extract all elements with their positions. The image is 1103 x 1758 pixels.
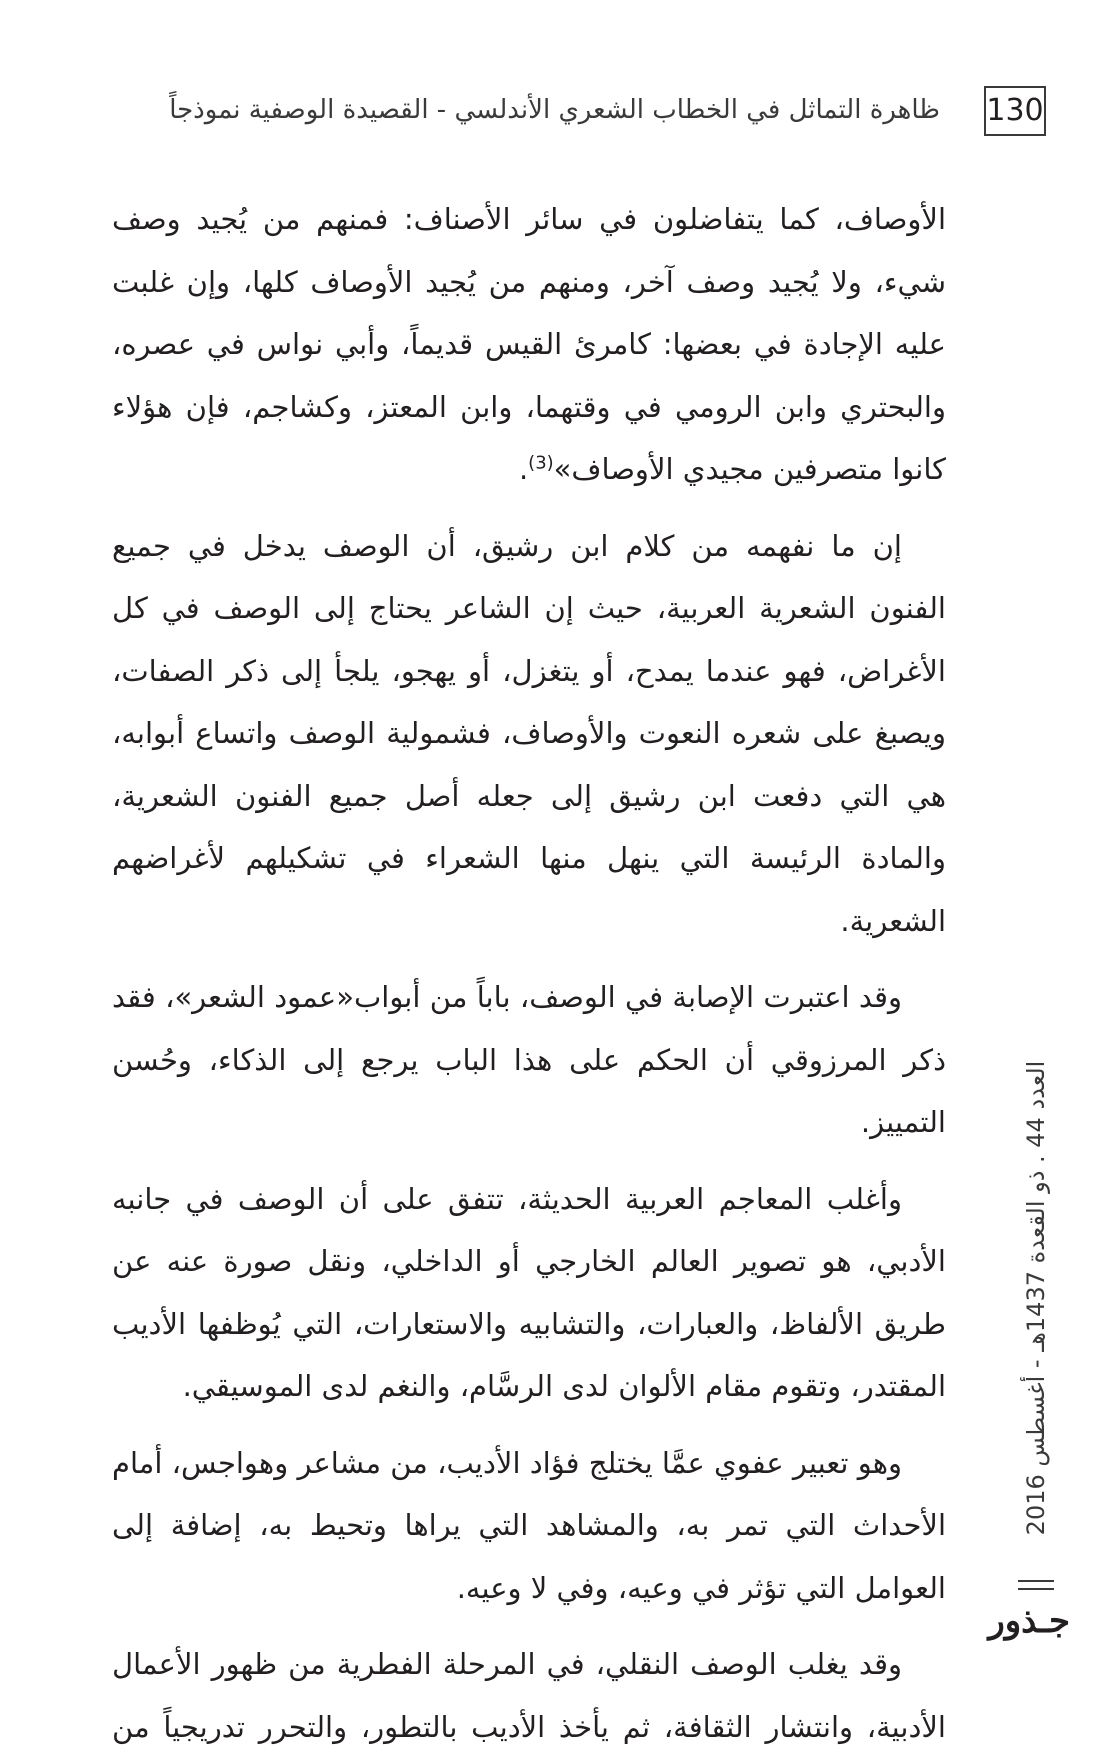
sidebar-divider xyxy=(1018,1580,1054,1582)
paragraph-1-text: الأوصاف، كما يتفاضلون في سائر الأصناف: فمنهم من يُجيد وصف شيء، ولا يُجيد وصف آخر، ومنهم من يُجيد الأوصاف كلها، وإن غلبت عليه الإجادة في بعضها: كامرئ القيس قديماً، وأبي نواس في عصره، والبحتري وابن الرومي في وقتهما، وابن المعتز، وكشاجم، فإن هؤلاء كانوا متصرفين مجيدي الأوصاف» xyxy=(112,202,946,486)
paragraph-3: وقد اعتبرت الإصابة في الوصف، باباً من أبواب«عمود الشعر»، فقد ذكر المرزوقي أن الحكم على هذا الباب يرجع إلى الذكاء، وحُسن التمييز. xyxy=(112,980,946,1139)
journal-logo: جـذور xyxy=(988,1601,1070,1641)
paragraph-5: وهو تعبير عفوي عمَّا يختلج فؤاد الأديب، من مشاعر وهواجس، أمام الأحداث التي تمر به، والمشاهد التي يراها وتحيط به، إضافة إلى العوامل التي تؤثر في وعيه، وفي لا وعيه. xyxy=(112,1445,946,1605)
issue-info-text: العدد 44 . ذو القعدة 1437هـ - أغسطس 2016 xyxy=(1022,1060,1050,1536)
footnote-reference: (3) xyxy=(528,452,554,474)
paragraph-4: وأغلب المعاجم العربية الحديثة، تتفق على أن الوصف في جانبه الأدبي، هو تصوير العالم الخارجي أو الداخلي، ونقل صورة عنه عن طريق الألفاظ، والعبارات، والتشابيه والاستعارات، التي يُوظفها الأديب المقتدر، وتقوم مقام الألوان لدى الرسَّام، والنغم لدى الموسيقي. xyxy=(112,1181,946,1403)
paragraph-1 xyxy=(112,188,946,501)
issue-info-strip xyxy=(1012,1028,1052,1568)
paragraph-1-end: . xyxy=(518,452,529,486)
article-body xyxy=(112,188,946,1758)
paragraph-6: وقد يغلب الوصف النقلي، في المرحلة الفطرية من ظهور الأعمال الأدبية، وانتشار الثقافة، ثم يأخذ الأديب بالتطور، والتحرر تدريجياً من xyxy=(112,1647,946,1744)
page-number: 130 xyxy=(984,86,1046,136)
sidebar-divider-2 xyxy=(1018,1588,1054,1590)
running-header-title: ظاهرة التماثل في الخطاب الشعري الأندلسي - القصيدة الوصفية نموذجاً xyxy=(169,95,940,125)
paragraph-2: إن ما نفهمه من كلام ابن رشيق، أن الوصف يدخل في جميع الفنون الشعرية العربية، حيث إن الشاعر يحتاج إلى الوصف في كل الأغراض، فهو عندما يمدح، أو يتغزل، أو يهجو، يلجأ إلى ذكر الصفات، ويصبغ على شعره النعوت والأوصاف، فشمولية الوصف واتساع أبوابه، هي التي دفعت ابن رشيق إلى جعله أصل جميع الفنون الشعرية، والمادة الرئيسة التي ينهل منها الشعراء في تشكيلهم لأغراضهم الشعرية. xyxy=(112,528,946,938)
